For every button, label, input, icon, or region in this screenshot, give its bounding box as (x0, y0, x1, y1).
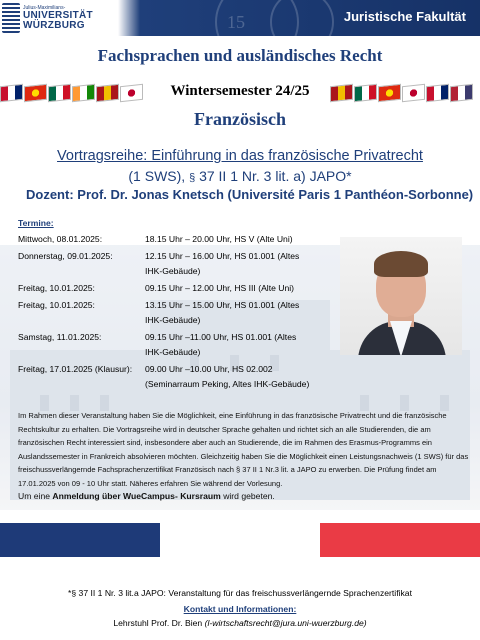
contact-email-link[interactable]: (l-wirtschaftsrecht@jura.uni-wuerzburg.de) (204, 618, 367, 628)
schedule-row-continuation (18, 312, 338, 329)
university-logo[interactable] (2, 1, 118, 35)
program-title: Fachsprachen und ausländisches Recht (97, 46, 383, 65)
schedule-heading: Termine: (18, 218, 54, 228)
schedule-row-continuation (18, 263, 338, 280)
description-paragraph: Im Rahmen dieser Veranstaltung haben Sie die Möglichkeit, eine Einführung in das französische Privatrecht und die französische Rechtskultur zu erhalten. Die Vortragsreihe wird in deutscher Sprache gehalten und richtet sich an alle Studierenden, die am französischen Recht interessiert sind, insbesondere aber auch an Studierende, die im Rahmen des Erasmus-Programms ein Auslandssemester in Frankreich absolvieren möchten. Gleichzeitig haben Sie die Möglichkeit einen Leistungsnachweis (1 SWS) für das freischussverlängernde Fachsprachenzertifikat Französisch nach § 37 II 1 Nr.3 lit. a JAPO zu erwerben. Die Prüfung findet am 17.01.2025 von 09 - 10 Uhr statt. Näheres erfahren Sie während der Vorlesung. (18, 411, 469, 488)
schedule-time: 13.15 Uhr – 15.00 Uhr, HS 01.001 (Altes (145, 300, 300, 310)
description-text (18, 409, 470, 504)
schedule-date: Mittwoch, 08.01.2025: (18, 234, 103, 244)
logo-line-2: UNIVERSITÄT (23, 9, 93, 21)
registration-note (18, 491, 275, 501)
schedule-location-continued: (Seminarraum Peking, Altes IHK-Gebäude) (145, 379, 310, 389)
registration-link[interactable]: Anmeldung über WueCampus- Kursraum (52, 491, 221, 501)
lecture-title: Vortragsreihe: Einführung in das französische Privatrecht (57, 148, 423, 164)
schedule (18, 218, 338, 393)
schedule-time: 09.00 Uhr –10.00 Uhr, HS 02.002 (145, 364, 273, 374)
decorative-coin: 15 (215, 0, 299, 36)
schedule-row-continuation (18, 376, 338, 393)
lecture-credits (0, 168, 480, 184)
schedule-location-continued: IHK-Gebäude) (145, 266, 201, 276)
schedule-location-continued: IHK-Gebäude) (145, 347, 201, 357)
contact-line (0, 618, 480, 628)
schedule-row (18, 231, 338, 248)
schedule-date: Donnerstag, 09.01.2025: (18, 251, 113, 261)
contact-heading: Kontakt und Informationen: (183, 604, 297, 614)
schedule-date: Freitag, 10.01.2025: (18, 283, 95, 293)
schedule-row (18, 280, 338, 297)
schedule-time: 09.15 Uhr –11.00 Uhr, HS 01.001 (Altes (145, 332, 297, 342)
contact-chair: Lehrstuhl Prof. Dr. Bien (113, 618, 203, 628)
schedule-time: 18.15 Uhr – 20.00 Uhr, HS V (Alte Uni) (145, 234, 293, 244)
faculty-name: Juristische Fakultät (343, 9, 466, 24)
stripe-red (320, 523, 480, 557)
credits-section-sign: § (189, 172, 196, 184)
logo-line-1: Julius-Maximilians- (23, 4, 66, 11)
registration-suffix: wird gebeten. (223, 491, 275, 501)
lecturer-portrait (340, 237, 462, 355)
lecturer-name: Dozent: Prof. Dr. Jonas Knetsch (Université Paris 1 Panthéon-Sorbonne) (26, 187, 474, 202)
schedule-date: Freitag, 10.01.2025: (18, 300, 95, 310)
credits-suffix: 37 II 1 Nr. 3 lit. a) JAPO* (199, 168, 352, 184)
logo-line-3: WÜRZBURG (23, 19, 85, 31)
schedule-time: 09.15 Uhr – 12.00 Uhr, HS III (Alte Uni) (145, 283, 295, 293)
footnote: *§ 37 II 1 Nr. 3 lit.a JAPO: Veranstaltung für das freischussverlängernde Sprachenzertifikat (68, 588, 412, 598)
schedule-row-continuation (18, 344, 338, 361)
schedule-date: Samstag, 11.01.2025: (18, 332, 102, 342)
credits-prefix: (1 SWS), (128, 168, 186, 184)
schedule-location-continued: IHK-Gebäude) (145, 315, 201, 325)
schedule-date: Freitag, 17.01.2025 (Klausur): (18, 364, 133, 374)
language-title: Französisch (194, 109, 286, 129)
registration-prefix: Um eine (18, 491, 50, 501)
stripe-blue (0, 523, 160, 557)
decorative-coin (270, 0, 334, 36)
semester-title: Wintersemester 24/25 (170, 83, 310, 99)
stripe-white (160, 523, 320, 557)
header-banner (0, 0, 480, 36)
university-crest-icon (2, 3, 20, 33)
schedule-time: 12.15 Uhr – 16.00 Uhr, HS 01.001 (Altes (145, 251, 300, 261)
